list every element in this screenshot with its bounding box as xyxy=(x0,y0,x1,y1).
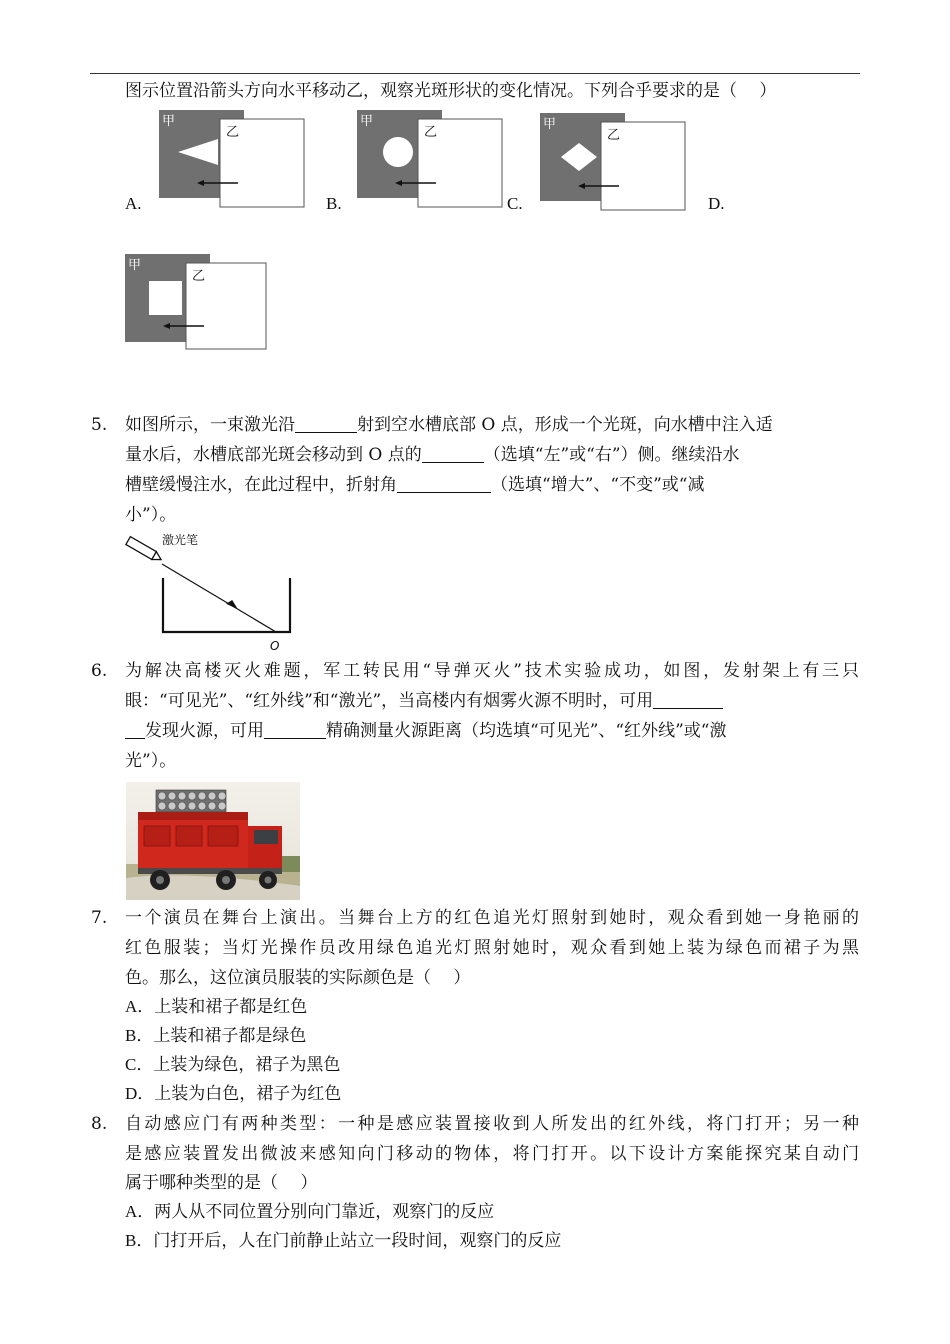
svg-text:甲: 甲 xyxy=(128,258,142,273)
q6-line1: 为解决高楼灭火难题，军工转民用“导弹灭火”技术实验成功，如图，发射架上有三只 xyxy=(125,661,859,681)
svg-text:O: O xyxy=(270,639,280,653)
q5-blank-3[interactable] xyxy=(397,475,491,493)
q8-number: 8. xyxy=(91,1114,108,1134)
laser-pen-icon xyxy=(126,537,163,564)
q7-option-b[interactable]: B．上装和裙子都是绿色 xyxy=(125,1026,307,1046)
svg-text:乙: 乙 xyxy=(607,128,621,143)
q8-option-b[interactable]: B．门打开后，人在门前静止站立一段时间，观察门的反应 xyxy=(125,1231,562,1251)
q5-line1: 如图所示，一束激光沿 射到空水槽底部 O 点，形成一个光斑，向水槽中注入适 xyxy=(125,415,773,435)
q4-figure-a xyxy=(158,109,308,211)
q4-figure-d xyxy=(124,253,274,355)
svg-text:甲: 甲 xyxy=(162,114,176,129)
square-hole xyxy=(149,281,182,315)
q7-option-c[interactable]: C．上装为绿色，裙子为黑色 xyxy=(125,1055,341,1075)
q6-blank-1a[interactable] xyxy=(653,691,723,709)
q5-laser-tank-figure xyxy=(120,530,310,654)
q6-line3: 发现火源，可用 精确测量火源距离（均选填“可见光”、“红外线”或“激 xyxy=(125,720,859,742)
svg-text:甲: 甲 xyxy=(360,114,374,129)
svg-text:乙: 乙 xyxy=(226,125,240,140)
water-tank xyxy=(163,578,290,632)
q7-line1: 一个演员在舞台上演出。当舞台上方的红色追光灯照射到她时，观众看到她一身艳丽的 xyxy=(125,908,859,928)
svg-text:甲: 甲 xyxy=(543,117,557,132)
header-rule xyxy=(90,73,860,74)
q5-number: 5. xyxy=(91,415,108,435)
q8-option-a[interactable]: A．两人从不同位置分别向门靠近，观察门的反应 xyxy=(125,1202,495,1222)
q7-option-a[interactable]: A．上装和裙子都是红色 xyxy=(125,997,308,1017)
q7-number: 7. xyxy=(91,908,108,928)
q8-line2: 是感应装置发出微波来感知向门移动的物体，将门打开。以下设计方案能探究某自动门 xyxy=(125,1144,859,1164)
fire-truck-photo xyxy=(126,782,300,900)
q7-line3: 色。那么，这位演员服装的实际颜色是（ ） xyxy=(125,968,471,988)
q6-number: 6. xyxy=(91,661,108,681)
svg-text:乙: 乙 xyxy=(424,125,438,140)
circle-hole xyxy=(383,137,413,167)
q6-line4: 光”）。 xyxy=(125,751,177,771)
q5-blank-2[interactable] xyxy=(422,445,484,463)
svg-text:激光笔: 激光笔 xyxy=(162,533,199,547)
svg-text:乙: 乙 xyxy=(192,269,206,284)
q6-line2: 眼：“可见光”、“红外线”和“激光”，当高楼内有烟雾火源不明时，可用 xyxy=(125,690,865,712)
q7-line2: 红色服装；当灯光操作员改用绿色追光灯照射她时，观众看到她上装为绿色而裙子为黑 xyxy=(125,938,859,958)
ray-arrow xyxy=(226,600,238,609)
q4-intro: 图示位置沿箭头方向水平移动乙，观察光斑形状的变化情况。下列合乎要求的是（ ） xyxy=(125,81,777,101)
q7-option-d[interactable]: D．上装为白色，裙子为红色 xyxy=(125,1084,342,1104)
q5-line2: 量水后，水槽底部光斑会移动到 O 点的 （选填“左”或“右”）侧。继续沿水 xyxy=(125,445,740,465)
q4-option-a[interactable]: A. xyxy=(125,194,142,213)
q6-blank-1b[interactable] xyxy=(125,721,145,739)
q5-line3: 槽壁缓慢注水，在此过程中，折射角 （选填“增大”、“不变”或“减 xyxy=(125,475,705,495)
q4-option-d[interactable]: D. xyxy=(708,194,725,213)
q4-figure-c xyxy=(539,112,689,214)
q5-line4: 小”）。 xyxy=(125,505,177,525)
q4-option-b[interactable]: B. xyxy=(326,194,342,213)
q4-figure-b xyxy=(356,109,506,211)
q8-line3: 属于哪种类型的是（ ） xyxy=(125,1173,318,1193)
q5-blank-1[interactable] xyxy=(295,415,357,433)
q6-blank-2[interactable] xyxy=(264,721,326,739)
q8-line1: 自动感应门有两种类型：一种是感应装置接收到人所发出的红外线，将门打开；另一种 xyxy=(125,1114,859,1134)
q4-option-c[interactable]: C. xyxy=(507,194,523,213)
